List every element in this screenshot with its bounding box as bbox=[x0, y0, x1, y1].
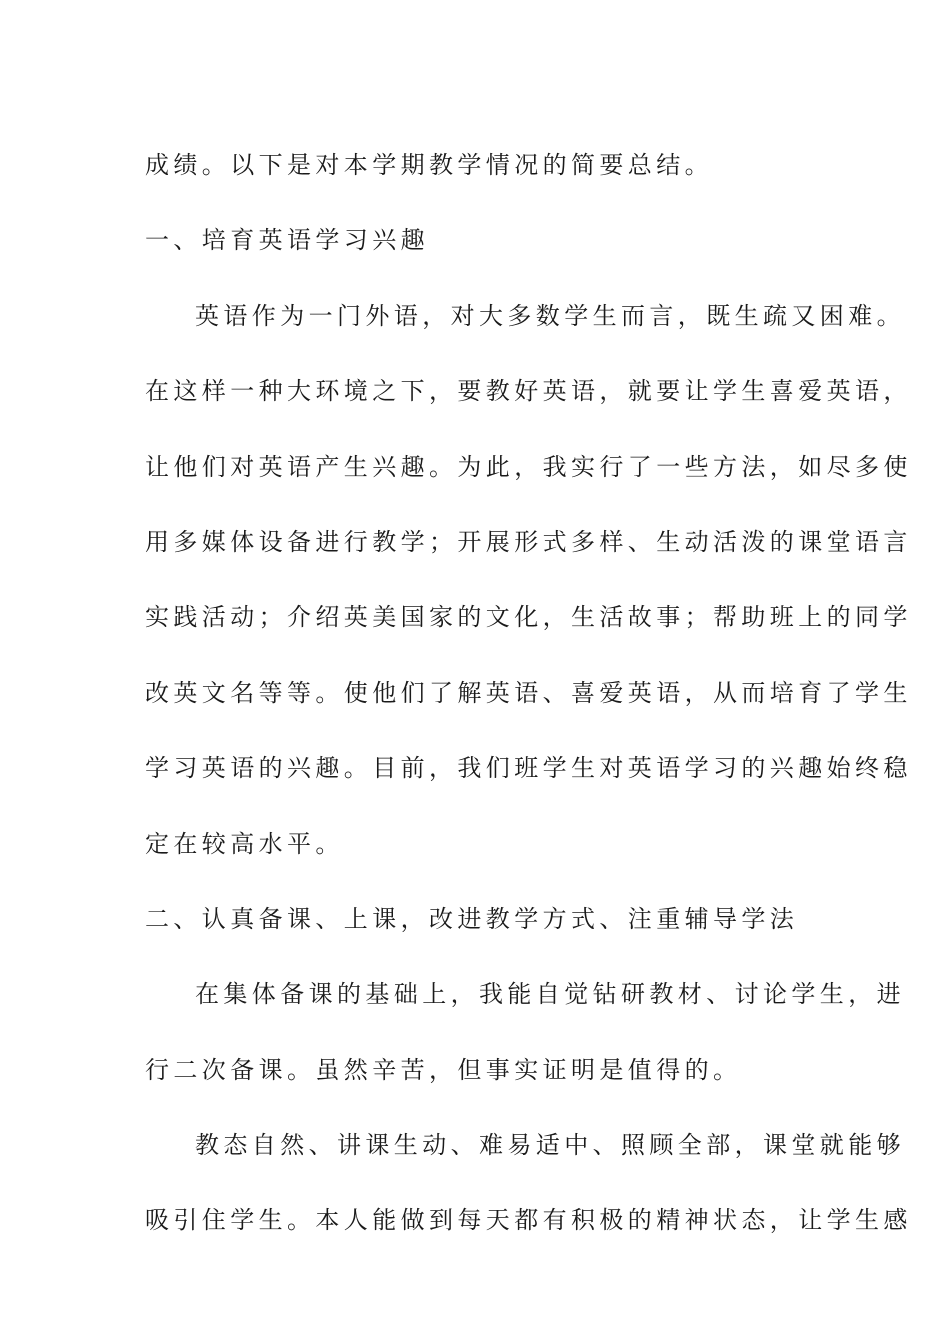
paragraph-line: 成绩。以下是对本学期教学情况的简要总结。 bbox=[145, 151, 713, 179]
paragraph-line: 让他们对英语产生兴趣。为此，我实行了一些方法，如尽多使 bbox=[145, 452, 912, 481]
paragraph-line: 在这样一种大环境之下，要教好英语，就要让学生喜爱英语， bbox=[145, 377, 912, 406]
paragraph-line: 用多媒体设备进行教学；开展形式多样、生动活泼的课堂语言 bbox=[145, 527, 912, 556]
paragraph-line: 行二次备课。虽然辛苦，但事实证明是值得的。 bbox=[145, 1055, 742, 1084]
section-heading: 一、培育英语学习兴趣 bbox=[145, 226, 429, 255]
paragraph-line: 改英文名等等。使他们了解英语、喜爱英语，从而培育了学生 bbox=[145, 678, 912, 707]
document-body bbox=[145, 128, 912, 1259]
paragraph-line: 教态自然、讲课生动、难易适中、照顾全部，课堂就能够 bbox=[195, 1131, 905, 1160]
paragraph-line: 在集体备课的基础上，我能自觉钻研教材、讨论学生，进 bbox=[195, 980, 905, 1009]
paragraph-line: 英语作为一门外语，对大多数学生而言，既生疏又困难。 bbox=[195, 301, 905, 330]
paragraph-line: 学习英语的兴趣。目前，我们班学生对英语学习的兴趣始终稳 bbox=[145, 754, 912, 783]
paragraph-line: 定在较高水平。 bbox=[145, 829, 344, 858]
paragraph-line: 实践活动；介绍英美国家的文化，生活故事；帮助班上的同学 bbox=[145, 603, 912, 632]
paragraph-line: 吸引住学生。本人能做到每天都有积极的精神状态，让学生感 bbox=[145, 1206, 912, 1235]
section-heading: 二、认真备课、上课，改进教学方式、注重辅导学法 bbox=[145, 904, 799, 933]
